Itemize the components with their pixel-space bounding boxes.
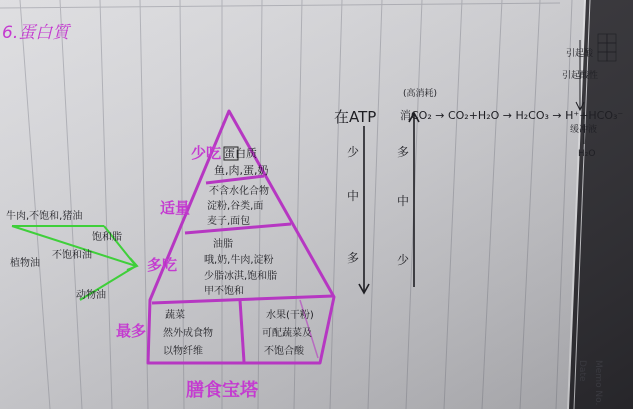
memo-label: Memo No. — [593, 360, 603, 406]
tier-2-line-1: 不含水化合物 — [209, 186, 269, 197]
atp-right-note-2: 引起酸性 — [562, 71, 599, 81]
tier-3-side-label: 多吃 — [147, 256, 178, 274]
tier-4-left-line-3: 以物纤维 — [163, 346, 203, 357]
tier-4-right-line-3: 不饱合酸 — [264, 346, 304, 357]
date-label: Date — [577, 360, 587, 382]
atp-right-word-3: 少 — [397, 253, 410, 267]
tier-4-side-label: 最多 — [116, 322, 147, 340]
atp-right-note-4: H₂O — [578, 149, 596, 159]
tier-3-line-4: 甲不饱和 — [204, 286, 244, 297]
oil-note-top: 牛肉,不饱和,猪油 — [6, 211, 83, 222]
tier-4-right-line-2: 可配蔬菜及 — [262, 328, 312, 339]
tier-4-left-line-2: 然外成食物 — [163, 328, 213, 339]
atp-right-note-3: 缓冲液 — [570, 125, 598, 135]
oil-note-left: 植物油 — [10, 258, 40, 269]
pyramid-title: 膳食宝塔 — [186, 380, 258, 401]
atp-right-note-1: 引起酸 — [566, 49, 594, 59]
tier-4-left-line-1: 蔬菜 — [165, 310, 185, 321]
atp-equation: 消CO₂ → CO₂+H₂O → H₂CO₃ → H⁺+HCO₃⁻ — [400, 109, 624, 122]
atp-left-word-1: 少 — [347, 145, 360, 159]
heading-text: 6.蛋白質 — [2, 23, 70, 43]
oil-note-middle: 不饱和油 — [52, 250, 92, 261]
tier-1-line-2: 鱼,肉,蛋,奶 — [214, 164, 269, 177]
atp-left-word-2: 中 — [347, 189, 360, 203]
tier-1-line-1: 蛋白质 — [224, 147, 257, 160]
atp-label: 在ATP — [334, 108, 377, 126]
tier-2-line-3: 麦子,面包 — [207, 216, 251, 227]
tier-3-line-2: 哦,奶,牛肉,淀粉 — [204, 255, 274, 266]
atp-right-word-2: 中 — [397, 194, 410, 208]
atp-top-note: (高消耗) — [403, 89, 438, 99]
tier-4-right-line-1: 水果(干粉) — [266, 310, 314, 321]
tier-1-side-label: 少吃 — [191, 144, 222, 162]
tier-2-line-2: 淀粉,谷类,面 — [207, 201, 264, 212]
tier-3-line-3: 少脂冰淇,饱和脂 — [204, 271, 278, 282]
oil-note-right: 饱和脂 — [92, 232, 122, 243]
tier-3-line-1: 油脂 — [213, 239, 233, 250]
tier-2-side-label: 适量 — [160, 199, 191, 217]
atp-right-word-1: 多 — [397, 145, 410, 159]
oil-note-bottom: 动物油 — [76, 290, 106, 301]
atp-left-word-3: 多 — [347, 251, 360, 265]
